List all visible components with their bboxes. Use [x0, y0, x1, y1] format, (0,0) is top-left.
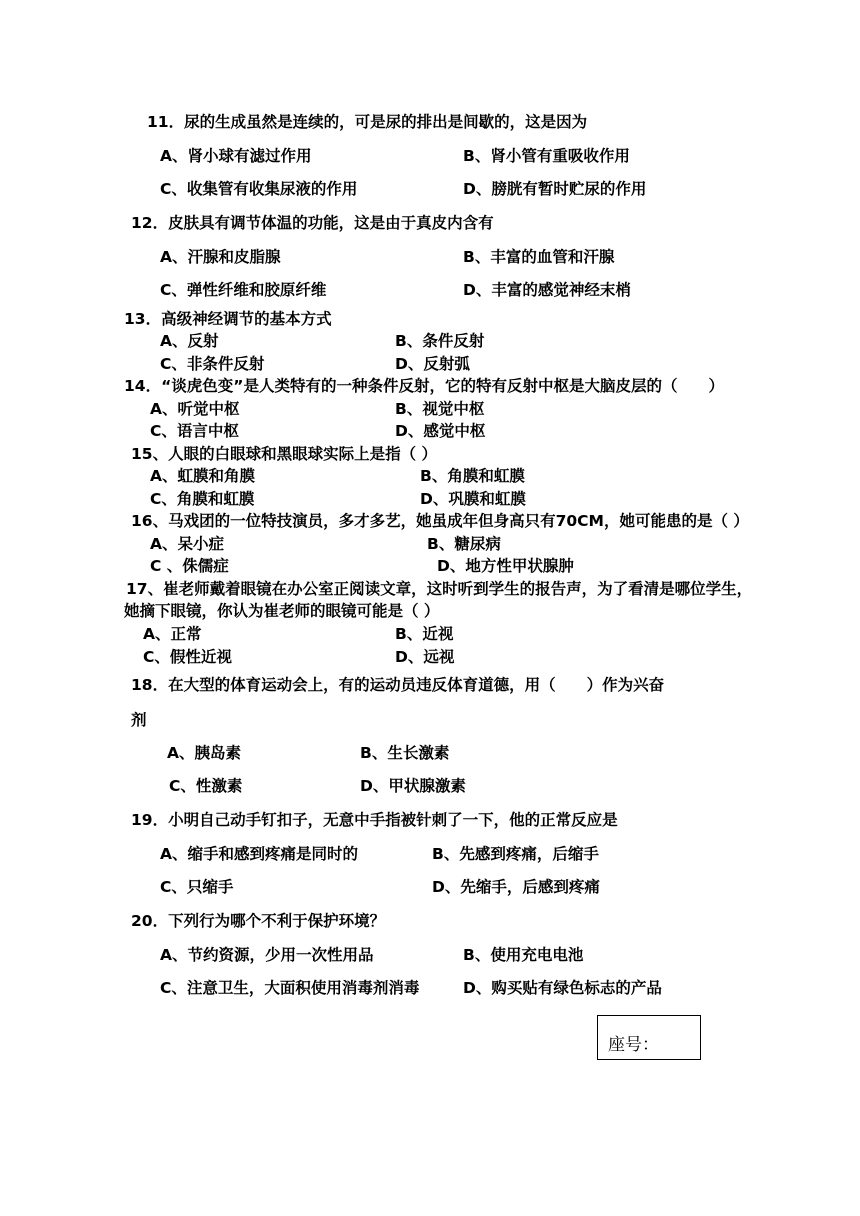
question-20-option-b: B、使用充电电池	[463, 946, 584, 964]
question-13-option-c: C、非条件反射	[160, 355, 265, 373]
question-20-option-a: A、节约资源，少用一次性用品	[160, 946, 374, 964]
question-11-option-b: B、肾小管有重吸收作用	[463, 147, 630, 165]
question-15-option-b: B、角膜和虹膜	[420, 467, 525, 485]
question-18-option-c: C、性激素	[169, 777, 243, 795]
question-12-option-c: C、弹性纤维和胶原纤维	[160, 281, 327, 299]
question-14-option-d: D、感觉中枢	[395, 422, 486, 440]
question-11-option-c: C、收集管有收集尿液的作用	[160, 180, 358, 198]
question-20-stem: 20．下列行为哪个不利于保护环境？	[131, 912, 386, 930]
question-11-option-d: D、膀胱有暂时贮尿的作用	[463, 180, 647, 198]
question-19-option-d: D、先缩手，后感到疼痛	[432, 878, 600, 896]
question-18-option-a: A、胰岛素	[167, 744, 241, 762]
question-12-option-d: D、丰富的感觉神经末梢	[463, 281, 631, 299]
question-18-stem: 18．在大型的体育运动会上，有的运动员违反体育道德，用（ ）作为兴奋	[131, 676, 665, 694]
question-14-option-a: A、听觉中枢	[150, 400, 240, 418]
question-15-option-a: A、虹膜和角膜	[150, 467, 255, 485]
question-19-option-a: A、缩手和感到疼痛是同时的	[160, 845, 358, 863]
question-15-stem: 15、人眼的白眼球和黑眼球实际上是指（ ）	[131, 445, 437, 463]
question-17-stem-continued: 她摘下眼镜，你认为崔老师的眼镜可能是（ ）	[124, 602, 440, 620]
question-16-option-d: D、地方性甲状腺肿	[437, 557, 574, 575]
question-17-option-b: B、近视	[395, 625, 454, 643]
question-14-option-b: B、视觉中枢	[395, 400, 485, 418]
question-15-option-c: C、角膜和虹膜	[150, 490, 255, 508]
question-18-stem-continued: 剂	[131, 711, 147, 729]
question-17-option-d: D、远视	[395, 648, 455, 666]
question-14-stem: 14．“谈虎色变”是人类特有的一种条件反射，它的特有反射中枢是大脑皮层的（ ）	[124, 377, 724, 395]
question-13-stem: 13．高级神经调节的基本方式	[124, 310, 332, 328]
question-14-option-c: C、语言中枢	[150, 422, 239, 440]
question-17-stem: 17、崔老师戴着眼镜在办公室正阅读文章，这时听到学生的报告声，为了看清是哪位学生，	[126, 580, 753, 598]
question-20-option-c: C、注意卫生，大面积使用消毒剂消毒	[160, 979, 420, 997]
question-12-stem: 12．皮肤具有调节体温的功能，这是由于真皮内含有	[131, 214, 494, 232]
question-11-stem: 11．尿的生成虽然是连续的，可是尿的排出是间歇的，这是因为	[147, 113, 588, 131]
question-16-option-b: B、糖尿病	[427, 535, 501, 553]
seat-number-box	[597, 1015, 701, 1060]
question-18-option-b: B、生长激素	[360, 744, 450, 762]
question-13-option-b: B、条件反射	[395, 332, 485, 350]
question-13-option-a: A、反射	[160, 332, 219, 350]
question-17-option-a: A、正常	[143, 625, 202, 643]
seat-number-label: 座号：	[608, 1035, 659, 1055]
question-16-option-c: C 、侏儒症	[150, 557, 229, 575]
question-16-option-a: A、呆小症	[150, 535, 224, 553]
question-11-option-a: A、肾小球有滤过作用	[160, 147, 312, 165]
question-18-option-d: D、甲状腺激素	[360, 777, 466, 795]
question-19-option-b: B、先感到疼痛，后缩手	[432, 845, 599, 863]
question-16-stem: 16、马戏团的一位特技演员，多才多艺，她虽成年但身高只有70CM，她可能患的是（ ）	[131, 512, 749, 530]
question-17-option-c: C、假性近视	[143, 648, 232, 666]
question-20-option-d: D、购买贴有绿色标志的产品	[463, 979, 662, 997]
question-19-stem: 19．小明自己动手钉扣子，无意中手指被针刺了一下，他的正常反应是	[131, 811, 618, 829]
question-12-option-b: B、丰富的血管和汗腺	[463, 248, 615, 266]
question-15-option-d: D、巩膜和虹膜	[420, 490, 526, 508]
question-12-option-a: A、汗腺和皮脂腺	[160, 248, 281, 266]
question-19-option-c: C、只缩手	[160, 878, 234, 896]
question-13-option-d: D、反射弧	[395, 355, 470, 373]
